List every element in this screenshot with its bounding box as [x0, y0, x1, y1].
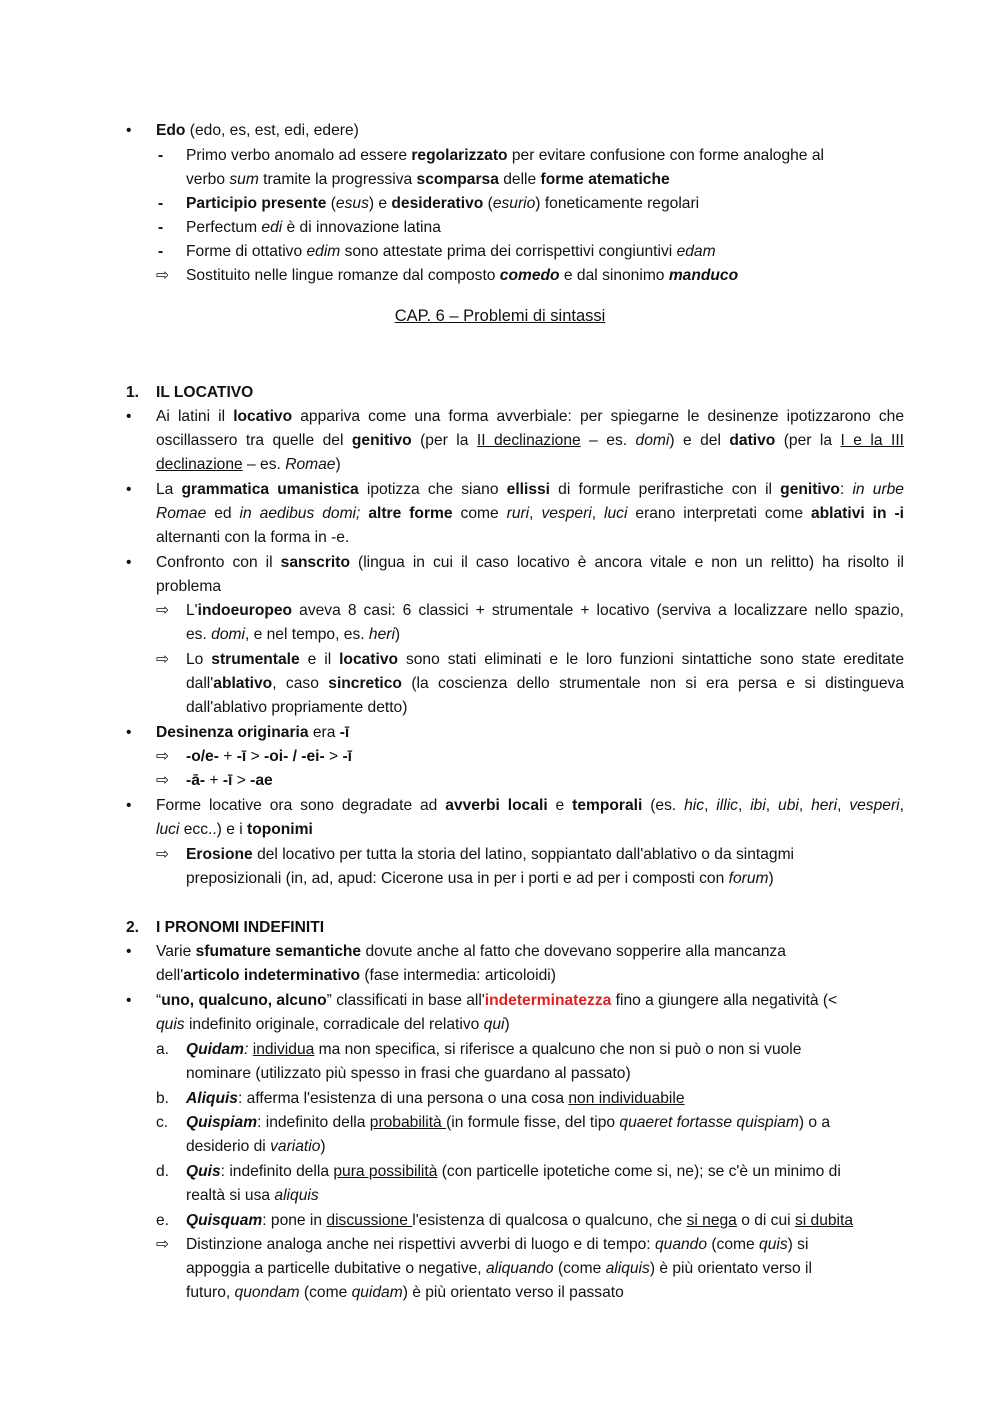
- section-heading-pronomi: I PRONOMI INDEFINITI: [156, 919, 325, 936]
- dash-marker: -: [158, 243, 164, 260]
- pronomi-p1-line2: dell'articolo indeterminativo (fase intermedia: articoloidi): [156, 967, 556, 984]
- edo-heading: Edo (edo, es, est, edi, edere): [156, 122, 359, 139]
- locativo-p3: Confronto con il sanscrito (lingua in cui il caso locativo è ancora vitale e non un relitto) ha risolto il: [156, 554, 904, 571]
- bullet-marker: •: [126, 408, 132, 425]
- pronomi-item-a: Quidam: individua ma non specifica, si riferisce a qualcuno che non si può o non si vuole: [186, 1041, 802, 1058]
- arrow-marker: ⇨: [156, 267, 170, 284]
- desinenza-formula-2: -ā- + -ī > -ae: [186, 772, 273, 789]
- locativo-p5: Forme locative ora sono degradate ad avverbi locali e temporali (es. hic, illic, ibi, ubi, heri, vesperi,: [156, 797, 904, 814]
- list-letter: e.: [156, 1212, 170, 1229]
- pronomi-p2-line2: quis indefinito originale, corradicale del relativo qui): [156, 1016, 510, 1033]
- pronomi-arrow-line2: appoggia a particelle dubitative o negative, aliquando (come aliquis) è più orientato verso il: [186, 1260, 812, 1277]
- locativo-arrow-3: Erosione del locativo per tutta la storia del latino, soppiantato dall'ablativo o da sintagmi: [186, 846, 795, 863]
- arrow-marker: ⇨: [156, 748, 170, 765]
- edo-line-2: Participio presente (esus) e desiderativo (esurio) foneticamente regolari: [186, 195, 700, 212]
- desinenza-formula-1: -o/e- + -ī > -oi- / -ei- > -ī: [186, 748, 352, 765]
- pronomi-item-c: Quispiam: indefinito della probabilità (in formule fisse, del tipo quaeret fortasse quispiam) o a: [186, 1114, 831, 1131]
- pronomi-item-d-line2: realtà si usa aliquis: [186, 1187, 319, 1204]
- arrow-marker: ⇨: [156, 1236, 170, 1253]
- locativo-arrow-2: Lo strumentale e il locativo sono stati eliminati e le loro funzioni sintattiche sono state ereditate: [186, 651, 904, 668]
- pronomi-p1: Varie sfumature semantiche dovute anche al fatto che dovevano sopperire alla mancanza: [156, 943, 786, 960]
- dash-marker: -: [158, 147, 164, 164]
- edo-line-1: Primo verbo anomalo ad essere regolarizzato per evitare confusione con forme analoghe al: [186, 147, 824, 164]
- pronomi-item-d: Quis: indefinito della pura possibilità (con particelle ipotetiche come si, ne); se c'è un minimo di: [186, 1163, 841, 1180]
- edo-arrow-line: Sostituito nelle lingue romanze dal composto comedo e dal sinonimo manduco: [186, 267, 739, 284]
- chapter-title: CAP. 6 – Problemi di sintassi: [394, 307, 606, 325]
- edo-line-4: Forme di ottativo edim sono attestate prima dei corrispettivi congiuntivi edam: [186, 243, 716, 260]
- arrow-marker: ⇨: [156, 772, 170, 789]
- arrow-marker: ⇨: [156, 846, 170, 863]
- dash-marker: -: [158, 219, 164, 236]
- pronomi-p2: “uno, qualcuno, alcuno” classificati in base all'indeterminatezza fino a giungere alla negatività (<: [156, 992, 838, 1009]
- arrow-marker: ⇨: [156, 651, 170, 668]
- bullet-marker: •: [126, 724, 132, 741]
- locativo-p1-line2: oscillassero tra quelle del genitivo (per la II declinazione – es. domi) e del dativo (per la I e la III: [156, 432, 904, 449]
- list-letter: d.: [156, 1163, 170, 1180]
- bullet-marker: •: [126, 554, 132, 571]
- list-letter: a.: [156, 1041, 170, 1058]
- bullet-marker: •: [126, 122, 132, 139]
- arrow-marker: ⇨: [156, 602, 170, 619]
- locativo-p3-line2: problema: [156, 578, 222, 595]
- locativo-arrow-1: L'indoeuropeo aveva 8 casi: 6 classici + strumentale + locativo (serviva a localizzare nello spazio,: [186, 602, 904, 619]
- section-number: 1.: [126, 384, 140, 401]
- pronomi-arrow: Distinzione analoga anche nei rispettivi avverbi di luogo e di tempo: quando (come quis) si: [186, 1236, 809, 1253]
- bullet-marker: •: [126, 797, 132, 814]
- locativo-p1: Ai latini il locativo appariva come una forma avverbiale: per spiegarne le desinenze ipotizzarono che: [156, 408, 904, 425]
- locativo-p2: La grammatica umanistica ipotizza che siano ellissi di formule perifrastiche con il genitivo: in urbe: [156, 481, 904, 498]
- pronomi-arrow-line3: futuro, quondam (come quidam) è più orientato verso il passato: [186, 1284, 624, 1301]
- section-heading-locativo: IL LOCATIVO: [156, 384, 254, 401]
- locativo-arrow-2-line2: dall'ablativo, caso sincretico (la coscienza dello strumentale non si era persa e si distingueva: [186, 675, 904, 692]
- list-letter: c.: [156, 1114, 169, 1131]
- edo-line-1b: verbo sum tramite la progressiva scomparsa delle forme atematiche: [186, 171, 670, 188]
- locativo-arrow-1-line2: es. domi, e nel tempo, es. heri): [186, 626, 401, 643]
- pronomi-item-a-line2: nominare (utilizzato più spesso in frasi che guardano al passato): [186, 1065, 631, 1082]
- locativo-arrow-2-line3: dall'ablativo propriamente detto): [186, 699, 408, 716]
- locativo-p2-line2: Romae ed in aedibus domi; altre forme come ruri, vesperi, luci erano interpretati come ablativi in -i: [156, 505, 905, 522]
- locativo-p2-line3: alternanti con la forma in -e.: [156, 529, 350, 546]
- bullet-marker: •: [126, 481, 132, 498]
- list-letter: b.: [156, 1090, 170, 1107]
- bullet-marker: •: [126, 992, 132, 1009]
- locativo-p4: Desinenza originaria era -ī: [156, 724, 350, 741]
- edo-line-3: Perfectum edi è di innovazione latina: [186, 219, 441, 236]
- bullet-marker: •: [126, 943, 132, 960]
- pronomi-item-c-line2: desiderio di variatio): [186, 1138, 326, 1155]
- pronomi-item-e: Quisquam: pone in discussione l'esistenza di qualcosa o qualcuno, che si nega o di cui si dubita: [186, 1212, 854, 1229]
- dash-marker: -: [158, 195, 164, 212]
- locativo-p1-line3: declinazione – es. Romae): [156, 456, 341, 473]
- section-number: 2.: [126, 919, 140, 936]
- pronomi-item-b: Aliquis: afferma l'esistenza di una persona o una cosa non individuabile: [186, 1090, 685, 1107]
- locativo-arrow-3-line2: preposizionali (in, ad, apud: Cicerone usa in per i porti e ad per i composti con forum): [186, 870, 774, 887]
- locativo-p5-line2: luci ecc..) e i toponimi: [156, 821, 313, 838]
